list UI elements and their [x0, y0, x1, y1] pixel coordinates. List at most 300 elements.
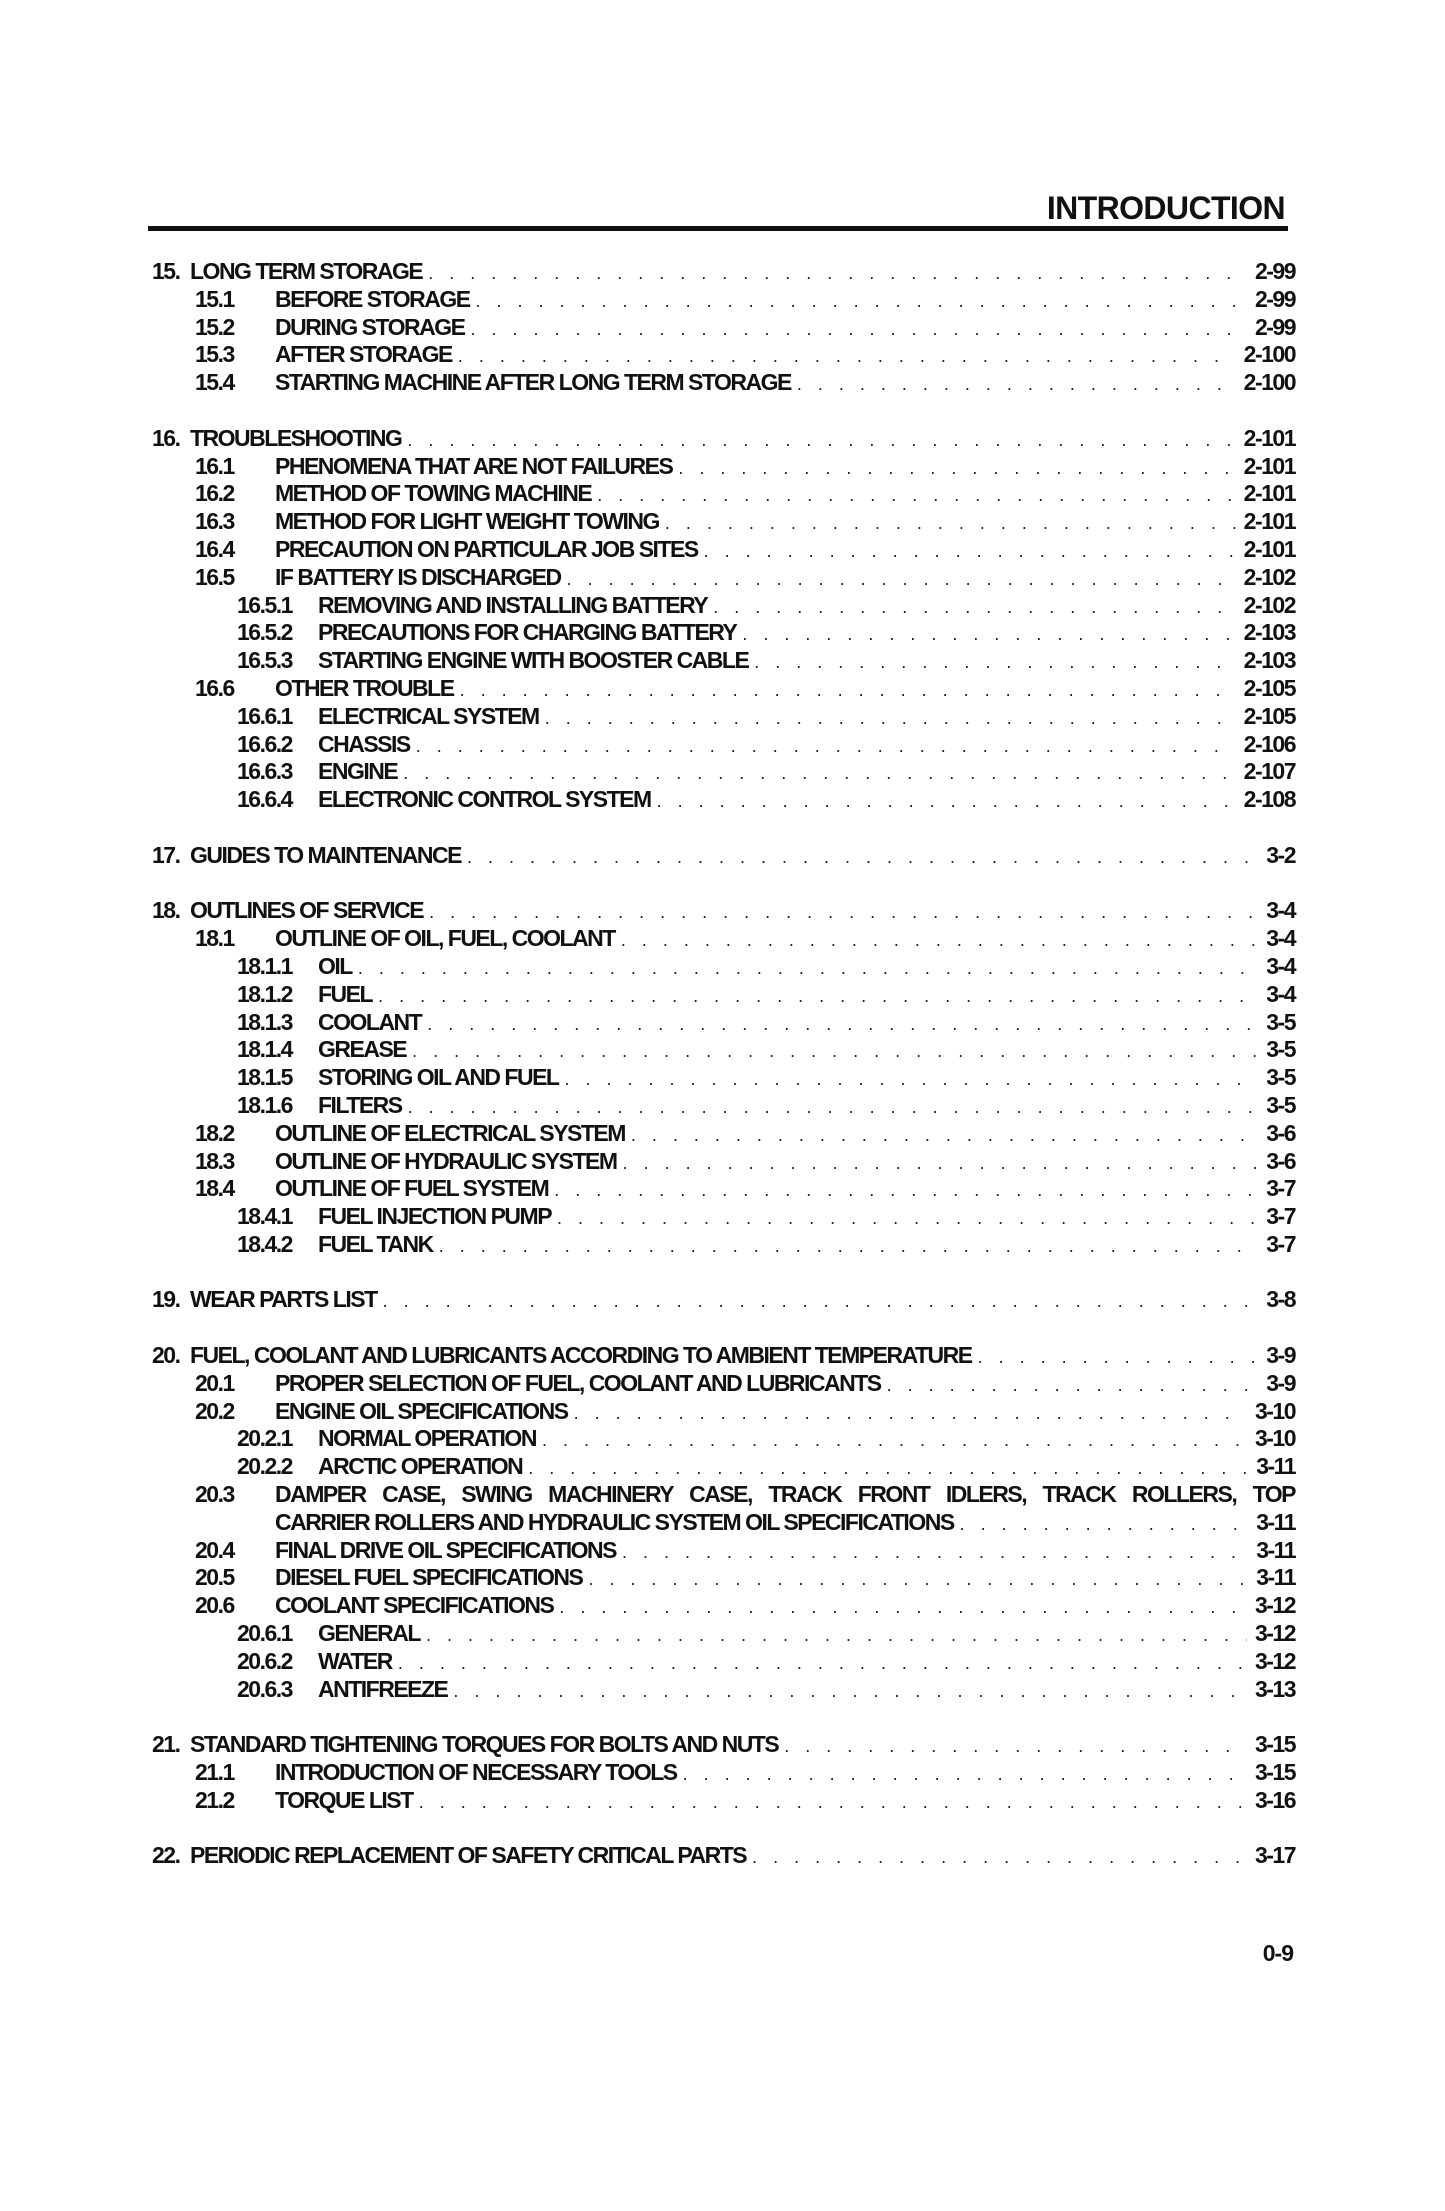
toc-entry-line [275, 286, 1295, 316]
dot-leader [564, 1066, 1258, 1094]
toc-entry[interactable] [0, 341, 1445, 369]
toc-entry[interactable] [0, 619, 1445, 647]
toc-entry[interactable] [0, 1370, 1445, 1398]
toc-entry[interactable] [0, 1092, 1445, 1120]
toc-entry[interactable] [0, 1286, 1445, 1314]
toc-entry-number: 20.5 [195, 1564, 234, 1591]
toc-entry[interactable] [0, 592, 1445, 620]
toc-entry-number: 21.1 [195, 1759, 234, 1786]
toc-entry-line [318, 1009, 1295, 1039]
toc-entry-page: 3-11 [1256, 1508, 1295, 1535]
dot-leader [567, 566, 1236, 594]
toc-entry-label: BEFORE STORAGE [275, 285, 470, 312]
toc-entry-page: 2-101 [1243, 480, 1295, 507]
toc-entry-number: 18.1.6 [237, 1091, 292, 1118]
toc-entry-line [275, 1120, 1295, 1150]
toc-entry-page: 2-103 [1243, 647, 1295, 674]
toc-entry-number: 20.3 [195, 1481, 234, 1508]
toc-entry-line [275, 675, 1295, 705]
toc-entry-number: 16.5 [195, 563, 234, 590]
toc-entry-page: 3-9 [1266, 1369, 1295, 1396]
dot-leader [398, 1650, 1247, 1678]
toc-entry[interactable] [0, 258, 1445, 286]
dot-leader [545, 705, 1236, 733]
toc-entry-number: 16.1 [195, 452, 234, 479]
dot-leader [622, 1539, 1248, 1567]
toc-entry-page: 3-7 [1266, 1175, 1295, 1202]
toc-entry[interactable] [0, 786, 1445, 814]
toc-entry-number: 20.2 [195, 1397, 234, 1424]
toc-entry-number: 19. [152, 1286, 180, 1313]
toc-entry-line [190, 1342, 1295, 1372]
toc-entry-page: 3-9 [1266, 1342, 1295, 1369]
dot-leader [428, 260, 1247, 288]
toc-entry-number: 18.1.4 [237, 1036, 292, 1063]
toc-entry-line [275, 341, 1295, 371]
toc-entry-number: 16.6.4 [237, 786, 292, 813]
toc-entry-number: 16.3 [195, 508, 234, 535]
dot-leader [358, 955, 1258, 983]
toc-entry[interactable] [0, 1842, 1445, 1870]
toc-entry-number: 16.5.2 [237, 619, 292, 646]
toc-entry-line [275, 480, 1295, 510]
toc-entry[interactable] [0, 1398, 1445, 1426]
toc-entry-label: FINAL DRIVE OIL SPECIFICATIONS [275, 1536, 616, 1563]
toc-entry-page: 2-99 [1254, 285, 1295, 312]
toc-entry-number: 20.6.3 [237, 1675, 292, 1702]
toc-entry-label: INTRODUCTION OF NECESSARY TOOLS [275, 1759, 677, 1786]
toc-entry-label: FUEL [318, 980, 373, 1007]
toc-entry[interactable] [0, 731, 1445, 759]
toc-entry-number: 16.4 [195, 535, 234, 562]
dot-leader [416, 733, 1236, 761]
dot-leader [752, 1844, 1247, 1872]
toc-entry-label-first-line: DAMPER CASE, SWING MACHINERY CASE, TRACK FRONT IDLERS, TRACK ROLLERS, TOP [275, 1481, 1295, 1508]
toc-entry[interactable] [0, 1676, 1445, 1704]
toc-entry[interactable] [0, 1148, 1445, 1176]
toc-entry-page: 3-15 [1254, 1731, 1295, 1758]
toc-entry-line [275, 1592, 1295, 1622]
toc-entry-label: GUIDES TO MAINTENANCE [190, 841, 461, 868]
toc-entry-line [318, 731, 1295, 761]
toc-entry-label: STARTING ENGINE WITH BOOSTER CABLE [318, 647, 749, 674]
toc-entry-page: 3-2 [1266, 841, 1295, 868]
toc-entry[interactable] [0, 1787, 1445, 1815]
toc-entry-number: 18.1.3 [237, 1008, 292, 1035]
toc-entry-line [275, 564, 1295, 594]
toc-entry-page: 3-11 [1256, 1536, 1295, 1563]
toc-entry[interactable] [0, 1036, 1445, 1064]
toc-entry-line [275, 536, 1295, 566]
dot-leader [713, 594, 1235, 622]
dot-leader [554, 1177, 1258, 1205]
toc-entry[interactable] [0, 1731, 1445, 1759]
toc-entry-label: ENGINE OIL SPECIFICATIONS [275, 1397, 568, 1424]
page-number: 0-9 [1262, 1940, 1293, 1966]
toc-entry-page: 2-102 [1243, 591, 1295, 618]
toc-entry-label: AFTER STORAGE [275, 341, 452, 368]
toc-entry-line [275, 1509, 1295, 1539]
toc-entry-line [190, 1731, 1295, 1761]
toc-entry-page: 3-16 [1254, 1786, 1295, 1813]
toc-entry-line [275, 925, 1295, 955]
toc-entry-number: 16.2 [195, 480, 234, 507]
toc-entry-number: 21.2 [195, 1786, 234, 1813]
toc-entry-page: 3-5 [1266, 1064, 1295, 1091]
toc-entry-line [275, 1759, 1295, 1789]
toc-entry-number: 16.6.3 [237, 758, 292, 785]
toc-entry-label: IF BATTERY IS DISCHARGED [275, 563, 561, 590]
toc-entry-label: ENGINE [318, 758, 398, 785]
dot-leader [419, 1789, 1247, 1817]
toc-entry-number: 17. [152, 841, 180, 868]
toc-entry[interactable] [0, 564, 1445, 592]
dot-leader [408, 1094, 1259, 1122]
toc-entry-label: STANDARD TIGHTENING TORQUES FOR BOLTS AND NUTS [190, 1731, 779, 1758]
toc-entry-page: 3-6 [1266, 1147, 1295, 1174]
toc-entry-page: 3-7 [1266, 1203, 1295, 1230]
dot-leader [429, 899, 1258, 927]
toc-entry-label: OUTLINE OF HYDRAULIC SYSTEM [275, 1147, 617, 1174]
dot-leader [742, 621, 1235, 649]
toc-entry-line [318, 758, 1295, 788]
toc-entry-page: 3-4 [1266, 925, 1295, 952]
toc-entry[interactable] [0, 1564, 1445, 1592]
toc-entry[interactable] [0, 981, 1445, 1009]
toc-entry-page: 3-6 [1266, 1119, 1295, 1146]
toc-entry-line [318, 1231, 1295, 1261]
toc-entry[interactable] [0, 647, 1445, 675]
toc-entry-number: 20.2.2 [237, 1453, 292, 1480]
toc-entry-number: 20.6.1 [237, 1620, 292, 1647]
toc-entry-label: LONG TERM STORAGE [190, 258, 423, 284]
toc-entry-number: 16.6.1 [237, 702, 292, 729]
toc-entry[interactable] [0, 1203, 1445, 1231]
toc-entry-number: 18.2 [195, 1119, 234, 1146]
toc-entry-number: 16.5.1 [237, 591, 292, 618]
toc-entry-number: 15.2 [195, 313, 234, 340]
toc-entry-line [275, 1564, 1295, 1594]
dot-leader [460, 677, 1236, 705]
toc-entry-number: 20.1 [195, 1369, 234, 1396]
dot-leader [559, 1594, 1247, 1622]
toc-entry[interactable] [0, 1592, 1445, 1620]
toc-entry-number: 16.5.3 [237, 647, 292, 674]
toc-entry[interactable] [0, 1537, 1445, 1565]
toc-entry-label: COOLANT SPECIFICATIONS [275, 1592, 554, 1619]
toc-entry-line [275, 1148, 1295, 1178]
dot-leader [378, 983, 1258, 1011]
toc-entry-page: 3-5 [1266, 1008, 1295, 1035]
toc-entry-line [190, 897, 1295, 927]
toc-entry-line [275, 508, 1295, 538]
toc-entry[interactable] [0, 1064, 1445, 1092]
toc-entry-page: 3-7 [1266, 1230, 1295, 1257]
dot-leader [683, 1761, 1247, 1789]
toc-entry-page: 2-108 [1243, 786, 1295, 813]
toc-entry-line [275, 1370, 1295, 1400]
toc-entry-number: 15.1 [195, 285, 234, 312]
toc-entry[interactable] [0, 369, 1445, 397]
toc-entry-page: 3-10 [1254, 1397, 1295, 1424]
toc-entry[interactable] [0, 480, 1445, 508]
toc-entry-label: FILTERS [318, 1091, 402, 1118]
toc-entry-label: DURING STORAGE [275, 313, 465, 340]
toc-entry-number: 22. [152, 1842, 180, 1869]
dot-leader [960, 1511, 1249, 1539]
toc-entry-label: DIESEL FUEL SPECIFICATIONS [275, 1564, 583, 1591]
toc-entry-line [318, 1064, 1295, 1094]
toc-entry-line [275, 1787, 1295, 1817]
toc-entry-page: 3-11 [1256, 1453, 1295, 1480]
toc-entry-line [318, 981, 1295, 1011]
toc-entry-label: ANTIFREEZE [318, 1675, 448, 1702]
dot-leader [978, 1344, 1259, 1372]
toc-entry-label: OUTLINES OF SERVICE [190, 897, 424, 924]
toc-entry-page: 3-8 [1266, 1286, 1295, 1313]
toc-entry-page: 2-103 [1243, 619, 1295, 646]
toc-entry-line [190, 1286, 1295, 1316]
dot-leader [574, 1400, 1247, 1428]
toc-entry[interactable] [0, 1759, 1445, 1787]
toc-entry-number: 16.6.2 [237, 730, 292, 757]
toc-entry-label: ELECTRONIC CONTROL SYSTEM [318, 786, 651, 813]
dot-leader [412, 1038, 1258, 1066]
toc-entry-label: COOLANT [318, 1008, 422, 1035]
toc-entry-line [190, 425, 1295, 455]
toc-entry-number: 18.3 [195, 1147, 234, 1174]
toc-entry-label: ELECTRICAL SYSTEM [318, 702, 539, 729]
toc-entry-label: PRECAUTION ON PARTICULAR JOB SITES [275, 535, 698, 562]
dot-leader [657, 788, 1236, 816]
table-of-contents [0, 258, 1445, 1870]
dot-leader [754, 649, 1235, 677]
dot-leader [467, 844, 1258, 872]
header-rule [148, 226, 1288, 231]
toc-entry-line [275, 1175, 1295, 1205]
toc-entry-number: 18.4.2 [237, 1230, 292, 1257]
toc-entry-number: 20.2.1 [237, 1425, 292, 1452]
toc-entry-line [190, 1842, 1295, 1872]
toc-entry-page: 2-105 [1243, 674, 1295, 701]
toc-entry[interactable] [0, 508, 1445, 536]
toc-entry-label: WEAR PARTS LIST [190, 1286, 377, 1313]
toc-entry-label: GENERAL [318, 1620, 420, 1647]
toc-entry-number: 18.4.1 [237, 1203, 292, 1230]
toc-entry-number: 15.3 [195, 341, 234, 368]
toc-entry-page: 2-99 [1254, 313, 1295, 340]
toc-entry[interactable] [0, 1231, 1445, 1259]
toc-entry[interactable] [0, 1342, 1445, 1370]
toc-entry-label: REMOVING AND INSTALLING BATTERY [318, 591, 708, 618]
toc-entry-label: ARCTIC OPERATION [318, 1453, 523, 1480]
toc-entry[interactable] [0, 1425, 1445, 1453]
toc-entry[interactable] [0, 925, 1445, 953]
dot-leader [621, 927, 1258, 955]
section-header-title: INTRODUCTION [1046, 190, 1285, 226]
toc-entry[interactable] [0, 953, 1445, 981]
toc-entry-page: 2-105 [1243, 702, 1295, 729]
dot-leader [528, 1455, 1248, 1483]
toc-entry-line [190, 258, 1295, 288]
toc-entry-line [318, 647, 1295, 677]
toc-entry-label: FUEL INJECTION PUMP [318, 1203, 552, 1230]
dot-leader [439, 1233, 1259, 1261]
toc-entry-number: 20.4 [195, 1536, 234, 1563]
dot-leader [597, 482, 1235, 510]
toc-entry[interactable] [0, 1648, 1445, 1676]
dot-leader [426, 1622, 1247, 1650]
toc-entry[interactable] [0, 1009, 1445, 1037]
toc-entry-page: 2-100 [1243, 369, 1295, 396]
dot-leader [470, 316, 1247, 344]
dot-leader [403, 760, 1235, 788]
toc-entry-number: 18.1 [195, 925, 234, 952]
toc-entry[interactable] [0, 1481, 1445, 1509]
toc-entry[interactable] [0, 675, 1445, 703]
dot-leader [623, 1150, 1259, 1178]
toc-entry-label: TORQUE LIST [275, 1786, 413, 1813]
toc-entry[interactable] [0, 1120, 1445, 1148]
toc-entry-line [275, 1398, 1295, 1428]
toc-entry-page: 3-11 [1256, 1564, 1295, 1591]
toc-entry[interactable] [0, 314, 1445, 342]
toc-entry-page: 3-5 [1266, 1036, 1295, 1063]
toc-entry-line [318, 1676, 1295, 1706]
dot-leader [665, 510, 1236, 538]
dot-leader [458, 343, 1236, 371]
toc-entry-number: 15. [152, 258, 180, 284]
toc-entry-line [318, 703, 1295, 733]
toc-entry-page: 3-4 [1266, 897, 1295, 924]
toc-entry-line [275, 314, 1295, 344]
toc-entry-label: PERIODIC REPLACEMENT OF SAFETY CRITICAL PARTS [190, 1842, 747, 1869]
toc-entry-line [318, 1453, 1295, 1483]
toc-entry-line [275, 453, 1295, 483]
toc-entry-page: 3-12 [1254, 1647, 1295, 1674]
toc-entry-line [318, 619, 1295, 649]
dot-leader [407, 427, 1235, 455]
toc-entry-continuation[interactable] [0, 1509, 1445, 1537]
dot-leader [542, 1427, 1247, 1455]
dot-leader [557, 1205, 1258, 1233]
dot-leader [427, 1011, 1258, 1039]
toc-entry-number: 18.1.5 [237, 1064, 292, 1091]
dot-leader [797, 371, 1236, 399]
dot-leader [453, 1678, 1247, 1706]
toc-entry-label: NORMAL OPERATION [318, 1425, 536, 1452]
toc-entry-page: 2-106 [1243, 730, 1295, 757]
toc-entry-page: 2-99 [1254, 258, 1295, 284]
toc-entry-number: 18. [152, 897, 180, 924]
toc-entry[interactable] [0, 536, 1445, 564]
toc-entry-number: 20. [152, 1342, 180, 1369]
toc-entry[interactable] [0, 897, 1445, 925]
toc-entry-page: 2-101 [1243, 535, 1295, 562]
toc-entry[interactable] [0, 425, 1445, 453]
toc-entry-page: 3-15 [1254, 1759, 1295, 1786]
toc-entry-label: STARTING MACHINE AFTER LONG TERM STORAGE [275, 369, 791, 396]
toc-entry-page: 2-101 [1243, 508, 1295, 535]
toc-entry-line [318, 1425, 1295, 1455]
toc-entry[interactable] [0, 703, 1445, 731]
toc-entry[interactable] [0, 1453, 1445, 1481]
toc-entry-number: 16.6 [195, 674, 234, 701]
toc-entry-number: 16. [152, 424, 180, 451]
toc-entry-label: METHOD OF TOWING MACHINE [275, 480, 592, 507]
toc-entry-line [318, 1620, 1295, 1650]
dot-leader [383, 1288, 1259, 1316]
dot-leader [588, 1566, 1248, 1594]
toc-entry-page: 2-100 [1243, 341, 1295, 368]
toc-entry-label: PROPER SELECTION OF FUEL, COOLANT AND LUBRICANTS [275, 1369, 881, 1396]
toc-entry-number: 18.4 [195, 1175, 234, 1202]
toc-entry-label: OUTLINE OF OIL, FUEL, COOLANT [275, 925, 615, 952]
toc-entry-label: GREASE [318, 1036, 407, 1063]
toc-entry-page: 3-17 [1254, 1842, 1295, 1869]
toc-entry[interactable] [0, 842, 1445, 870]
toc-entry-line [318, 1092, 1295, 1122]
toc-entry-label: TROUBLESHOOTING [190, 424, 402, 451]
toc-entry-page: 2-102 [1243, 563, 1295, 590]
toc-entry-number: 18.1.1 [237, 952, 292, 979]
toc-entry-label: FUEL TANK [318, 1230, 433, 1257]
toc-entry-page: 3-12 [1254, 1592, 1295, 1619]
toc-entry-number: 20.6.2 [237, 1647, 292, 1674]
toc-entry-label: STORING OIL AND FUEL [318, 1064, 559, 1091]
dot-leader [887, 1372, 1259, 1400]
toc-entry-number: 21. [152, 1731, 180, 1758]
toc-entry-page: 3-10 [1254, 1425, 1295, 1452]
toc-entry[interactable] [0, 1175, 1445, 1203]
toc-entry-line [275, 369, 1295, 399]
toc-entry-number: 15.4 [195, 369, 234, 396]
dot-leader [784, 1733, 1247, 1761]
toc-entry-number: 18.1.2 [237, 980, 292, 1007]
toc-entry[interactable] [0, 1620, 1445, 1648]
toc-entry-label: OIL [318, 952, 352, 979]
toc-entry-page: 3-4 [1266, 952, 1295, 979]
toc-entry-page: 2-101 [1243, 452, 1295, 479]
dot-leader [631, 1122, 1258, 1150]
toc-entry-line [190, 842, 1295, 872]
toc-entry-label: PRECAUTIONS FOR CHARGING BATTERY [318, 619, 737, 646]
toc-entry-label: FUEL, COOLANT AND LUBRICANTS ACCORDING TO AMBIENT TEMPERATURE [190, 1342, 972, 1369]
toc-entry-label: OUTLINE OF FUEL SYSTEM [275, 1175, 549, 1202]
toc-entry-page: 2-107 [1243, 758, 1295, 785]
toc-entry-label: CHASSIS [318, 730, 410, 757]
toc-entry-label: PHENOMENA THAT ARE NOT FAILURES [275, 452, 673, 479]
toc-entry[interactable] [0, 286, 1445, 314]
toc-entry-page: 2-101 [1243, 424, 1295, 451]
toc-entry-line [318, 592, 1295, 622]
toc-entry[interactable] [0, 758, 1445, 786]
toc-entry-label: OUTLINE OF ELECTRICAL SYSTEM [275, 1119, 625, 1146]
toc-entry-label: OTHER TROUBLE [275, 674, 454, 701]
toc-entry-line [318, 953, 1295, 983]
toc-entry-label: WATER [318, 1647, 392, 1674]
toc-entry-line [318, 786, 1295, 816]
toc-entry-line [318, 1203, 1295, 1233]
dot-leader [704, 538, 1236, 566]
toc-entry-label: CARRIER ROLLERS AND HYDRAULIC SYSTEM OIL SPECIFICATIONS [275, 1508, 954, 1535]
toc-entry-page: 3-12 [1254, 1620, 1295, 1647]
dot-leader [678, 455, 1235, 483]
toc-entry-line [318, 1648, 1295, 1678]
dot-leader [476, 288, 1247, 316]
toc-entry-page: 3-13 [1254, 1675, 1295, 1702]
toc-entry[interactable] [0, 453, 1445, 481]
